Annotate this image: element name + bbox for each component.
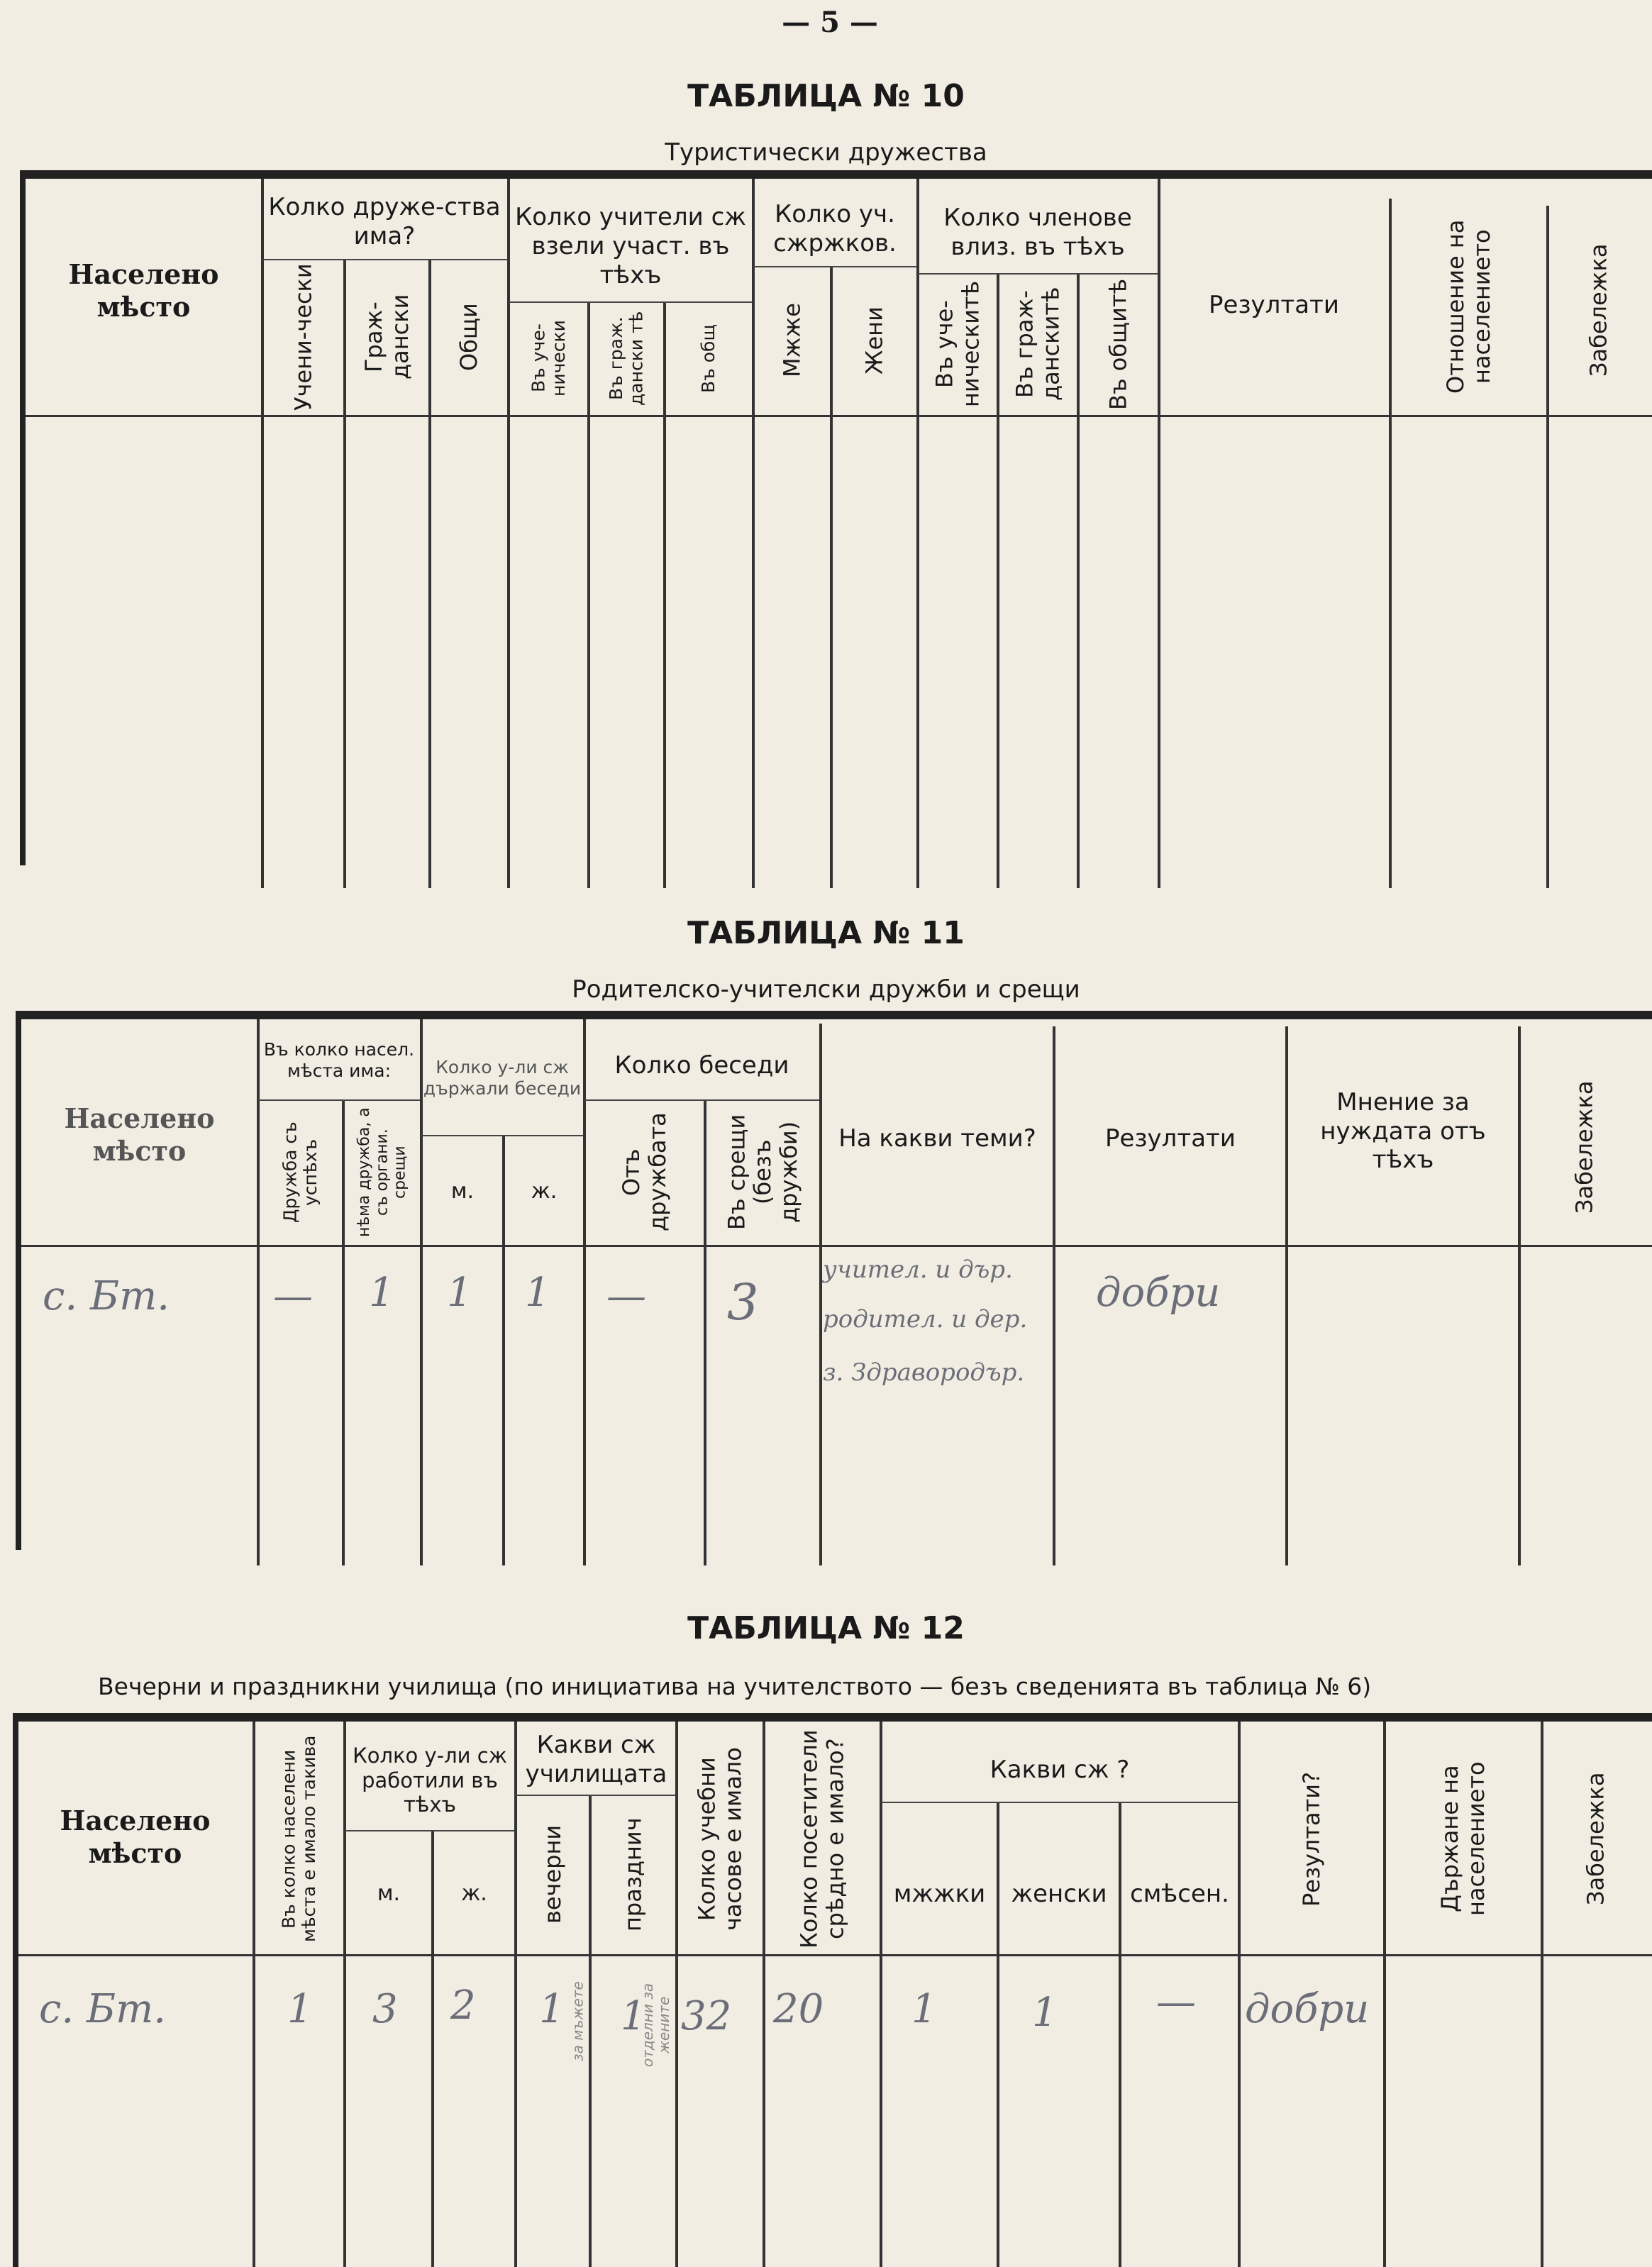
t12-header-note: Забележка <box>1582 1772 1609 1906</box>
t10-header-m-civil: Въ граж-данскитѣ <box>1011 287 1065 401</box>
t10-header-general: Общи <box>455 303 483 371</box>
t12-row-results: добри <box>1245 1986 1370 2032</box>
t12-header-teachers-worked: Колко у-ли сж работили въ тѣхъ <box>353 1743 507 1817</box>
t11-row-at-meetings: 3 <box>727 1273 759 1331</box>
t12-header-place: Населено мѣсто <box>60 1805 211 1869</box>
t11-header-opinion: Мнение за нуждата отъ тѣхъ <box>1320 1087 1486 1175</box>
t12-header-holiday: празднич <box>619 1817 647 1931</box>
t10-header-in-civil: Въ граж. дански тѣ <box>605 311 647 406</box>
t12-row-holiday: 1 <box>621 1993 646 2039</box>
t11-header-zh: ж. <box>531 1179 558 1204</box>
t10-header-m-students: Въ уче-ническитѣ <box>931 280 985 408</box>
t12-header-hours: Колко учебни часове е имало <box>693 1747 747 1931</box>
t11-header-topics: На какви теми? <box>838 1124 1036 1153</box>
t12-row-evening-note: за мъжете <box>569 1981 587 2062</box>
t12-header-attitude: Държане на населението <box>1436 1761 1490 1917</box>
t12-row-holiday-note: отделни за жените <box>639 1983 672 2068</box>
t12-header-results: Резултати? <box>1298 1771 1326 1907</box>
t11-row-results: добри <box>1096 1270 1221 1316</box>
t11-row-place: с. Бт. <box>43 1273 170 1319</box>
table12-title: ТАБЛИЦА № 12 <box>687 1610 965 1646</box>
table12-subtitle: Вечерни и праздникни училища (по инициатива на учителството — безъ сведенията въ таблица № 6) <box>98 1673 1372 1700</box>
t12-row-m: 3 <box>372 1986 398 2032</box>
t12-row-hours: 32 <box>681 1993 732 2039</box>
table10-title: ТАБЛИЦА № 10 <box>687 78 965 114</box>
t12-header-mixed: смѣсен. <box>1130 1879 1229 1908</box>
t12-header-m: м. <box>377 1881 401 1906</box>
t11-header-in-how-many: Въ колко насел. мѣста има: <box>263 1039 415 1081</box>
t11-row-topic-3: з. Здравородър. <box>823 1358 1025 1387</box>
page-number: — 5 — <box>782 6 878 39</box>
t10-header-teachers-part: Колко учители сж взели участ. въ тѣхъ <box>515 203 746 289</box>
t11-header-m: м. <box>450 1179 475 1204</box>
t10-header-m-general: Въ общитѣ <box>1104 278 1132 410</box>
t12-row-male: 1 <box>911 1986 937 2032</box>
table11-title: ТАБЛИЦА № 11 <box>687 915 965 951</box>
t11-header-teachers-talks: Колко у-ли сж държали беседи <box>423 1057 582 1099</box>
t12-row-visitors: 20 <box>773 1986 824 2032</box>
t12-header-male: мжжки <box>893 1879 986 1908</box>
t10-header-supported: Колко уч. сжржков. <box>773 199 897 257</box>
t12-header-school-types: Какви сж училищата <box>525 1730 667 1788</box>
t12-row-place: с. Бт. <box>39 1986 167 2032</box>
t12-header-evening: вечерни <box>539 1824 567 1924</box>
t10-header-in-student: Въ уче-нически <box>528 320 569 397</box>
t10-header-how-many: Колко друже-ства има? <box>268 192 501 250</box>
t10-header-place: Населено мѣсто <box>68 258 219 323</box>
t10-header-attitude: Отношение на населението <box>1442 219 1495 394</box>
t11-header-results: Резултати <box>1105 1124 1236 1153</box>
t11-header-no-friendship: нѣма дружба, а съ органи. срещи <box>355 1107 409 1237</box>
t11-row-no-friendship: 1 <box>369 1270 394 1316</box>
t11-row-topic-2: родител. и дер. <box>823 1305 1028 1334</box>
t11-row-m: 1 <box>447 1270 472 1316</box>
t12-row-female: 1 <box>1032 1990 1058 2036</box>
t11-header-from-friendship: Отъ дружбата <box>618 1112 671 1232</box>
t10-header-results: Резултати <box>1209 290 1339 319</box>
t12-row-mixed: — <box>1156 1979 1196 2025</box>
t11-header-note: Забележка <box>1570 1080 1598 1214</box>
t12-header-female: женски <box>1011 1879 1107 1908</box>
t12-header-visitors: Колко посетители срѣдно е имало? <box>795 1729 849 1949</box>
table10 <box>0 170 1652 887</box>
t12-header-in-how-many: Въ колко населени мѣста е имало такива <box>278 1735 319 1943</box>
t12-row-zh: 2 <box>450 1983 476 2029</box>
t12-row-in-how-many: 1 <box>287 1986 313 2032</box>
table10-subtitle: Туристически дружества <box>665 138 987 167</box>
t10-header-civil: Граж-дански <box>360 294 414 380</box>
t11-row-from-friendship: — <box>606 1273 646 1319</box>
table11 <box>0 1011 1652 1564</box>
t10-header-women: Жени <box>860 306 888 375</box>
table12 <box>0 1713 1652 2267</box>
table11-subtitle: Родителско-учителски дружби и срещи <box>572 975 1080 1004</box>
t12-row-evening: 1 <box>539 1986 565 2032</box>
t11-row-friendships: — <box>273 1273 313 1319</box>
t12-header-what-kind: Какви сж ? <box>989 1755 1130 1784</box>
t11-row-topic-1: учител. и дър. <box>823 1256 1013 1284</box>
t10-header-students: Учени-чески <box>289 263 317 411</box>
t11-header-at-meetings: Въ срещи (безъ дружби) <box>723 1114 802 1231</box>
t11-header-friendships: Дружба съ успѣхъ <box>279 1121 321 1223</box>
t12-header-zh: ж. <box>461 1881 487 1906</box>
t10-header-men: Мжже <box>778 303 806 378</box>
t10-header-members: Колко членове влиз. въ тѣхъ <box>943 203 1132 261</box>
t10-header-in-general: Въ общ <box>698 323 719 393</box>
t11-header-how-many-talks: Колко беседи <box>614 1051 789 1080</box>
t11-header-place: Населено мѣсто <box>64 1102 215 1167</box>
t11-row-zh: 1 <box>525 1270 550 1316</box>
t10-header-note: Забележка <box>1585 243 1612 377</box>
